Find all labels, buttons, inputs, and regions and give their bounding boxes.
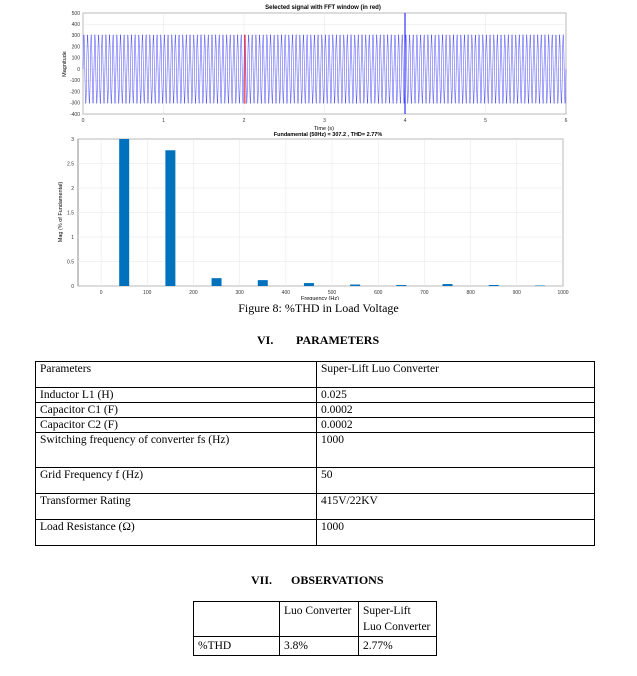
x-tick-label: 2 xyxy=(242,118,246,124)
table-cell: 3.8% xyxy=(280,637,359,656)
y-tick-label: 100 xyxy=(71,55,80,62)
time-plot-y-ticks xyxy=(70,11,80,118)
y-tick-label: -200 xyxy=(69,89,80,96)
y-tick-label: 3 xyxy=(71,136,74,143)
table-row xyxy=(36,433,595,468)
y-tick-label: 0 xyxy=(77,66,80,73)
x-tick-label: 900 xyxy=(512,290,521,296)
x-tick-label: 6 xyxy=(564,118,568,124)
y-tick-label: -100 xyxy=(69,78,80,85)
y-tick-label: 2.5 xyxy=(67,161,74,168)
table-cell: 415V/22KV xyxy=(317,494,595,520)
table-header-cell: Super-Lift Luo Converter xyxy=(359,602,437,637)
x-tick-label: 700 xyxy=(420,290,429,296)
bar xyxy=(489,285,499,286)
time-plot xyxy=(62,5,568,132)
x-tick-label: 0 xyxy=(99,290,103,296)
table-cell: 1000 xyxy=(317,520,595,546)
x-tick-label: 0 xyxy=(81,118,85,124)
table-cell: 50 xyxy=(317,468,595,494)
bar xyxy=(212,278,222,286)
table-cell: 0.025 xyxy=(317,388,595,403)
time-plot-x-ticks xyxy=(82,118,568,124)
fft-plot-y-label: Mag (% of Fundamental) xyxy=(58,181,64,243)
table-row xyxy=(36,362,595,388)
x-tick-label: 5 xyxy=(484,118,487,124)
x-tick-label: 300 xyxy=(235,290,244,296)
fft-plot xyxy=(58,132,569,300)
x-tick-label: 500 xyxy=(327,290,337,296)
table-cell: 2.77% xyxy=(359,637,437,656)
table-cell: %THD xyxy=(194,637,280,656)
table-header-cell: Luo Converter xyxy=(280,602,359,637)
bar xyxy=(165,150,175,286)
table-header-cell: Super-Lift Luo Converter xyxy=(317,362,595,388)
table-cell: Inductor L1 (H) xyxy=(36,388,317,403)
x-tick-label: 400 xyxy=(281,290,291,296)
table-row xyxy=(194,602,437,637)
x-tick-label: 1 xyxy=(162,118,165,124)
table-cell: Capacitor C1 (F) xyxy=(36,403,317,418)
figure-plots xyxy=(0,0,637,300)
table-cell: Switching frequency of converter fs (Hz) xyxy=(36,433,317,468)
table-row xyxy=(36,418,595,433)
fft-plot-title: Fundamental (50Hz) = 307.2 , THD= 2.77% xyxy=(273,132,383,138)
table-row xyxy=(36,468,595,494)
y-tick-label: 0.5 xyxy=(67,259,74,266)
observations-table xyxy=(193,601,437,656)
x-tick-label: 200 xyxy=(189,290,198,296)
parameters-table xyxy=(35,361,595,546)
y-tick-label: 0 xyxy=(71,283,74,290)
table-row xyxy=(36,494,595,520)
y-tick-label: 500 xyxy=(71,10,80,17)
y-tick-label: 1 xyxy=(71,234,74,241)
table-cell: 1000 xyxy=(317,433,595,468)
y-tick-label: 1.5 xyxy=(67,210,74,217)
bar xyxy=(119,139,129,286)
bar xyxy=(350,285,360,286)
table-row xyxy=(194,637,437,656)
fft-window xyxy=(244,35,246,104)
figure-caption: Figure 8: %THD in Load Voltage xyxy=(238,301,399,315)
y-tick-label: -400 xyxy=(69,111,80,118)
y-tick-label: 400 xyxy=(71,22,80,29)
y-tick-label: 200 xyxy=(71,44,80,51)
section-vii-title: OBSERVATIONS xyxy=(291,573,384,587)
table-cell: Capacitor C2 (F) xyxy=(36,418,317,433)
table-cell: 0.0002 xyxy=(317,418,595,433)
section-vi-title: PARAMETERS xyxy=(296,333,380,347)
table-row xyxy=(36,403,595,418)
section-vii-number: VII. xyxy=(251,573,273,587)
bar xyxy=(304,283,314,286)
fft-plot-x-label: Frequency (Hz) xyxy=(301,296,339,300)
time-plot-y-label: Magnitude xyxy=(62,51,68,77)
section-vi-number: VI. xyxy=(257,333,274,347)
table-row xyxy=(36,520,595,546)
bar xyxy=(443,284,453,286)
x-tick-label: 4 xyxy=(403,118,407,124)
bar xyxy=(396,285,406,286)
bar xyxy=(258,280,268,286)
x-tick-label: 1000 xyxy=(557,290,569,296)
x-tick-label: 600 xyxy=(374,290,383,296)
table-cell: Transformer Rating xyxy=(36,494,317,520)
time-plot-title: Selected signal with FFT window (in red) xyxy=(265,5,381,11)
table-cell: 0.0002 xyxy=(317,403,595,418)
fft-plot-y-ticks xyxy=(67,137,74,290)
x-tick-label: 800 xyxy=(466,290,475,296)
table-row xyxy=(36,388,595,403)
table-header-cell: Parameters xyxy=(36,362,317,388)
table-cell: Load Resistance (Ω) xyxy=(36,520,317,546)
y-tick-label: 300 xyxy=(71,33,80,40)
x-tick-label: 100 xyxy=(143,290,152,296)
x-tick-label: 3 xyxy=(323,118,326,124)
table-cell: Grid Frequency f (Hz) xyxy=(36,468,317,494)
time-plot-x-label: Time (s) xyxy=(314,126,334,132)
table-header-cell xyxy=(194,602,280,637)
y-tick-label: -300 xyxy=(69,100,80,107)
y-tick-label: 2 xyxy=(71,185,74,192)
